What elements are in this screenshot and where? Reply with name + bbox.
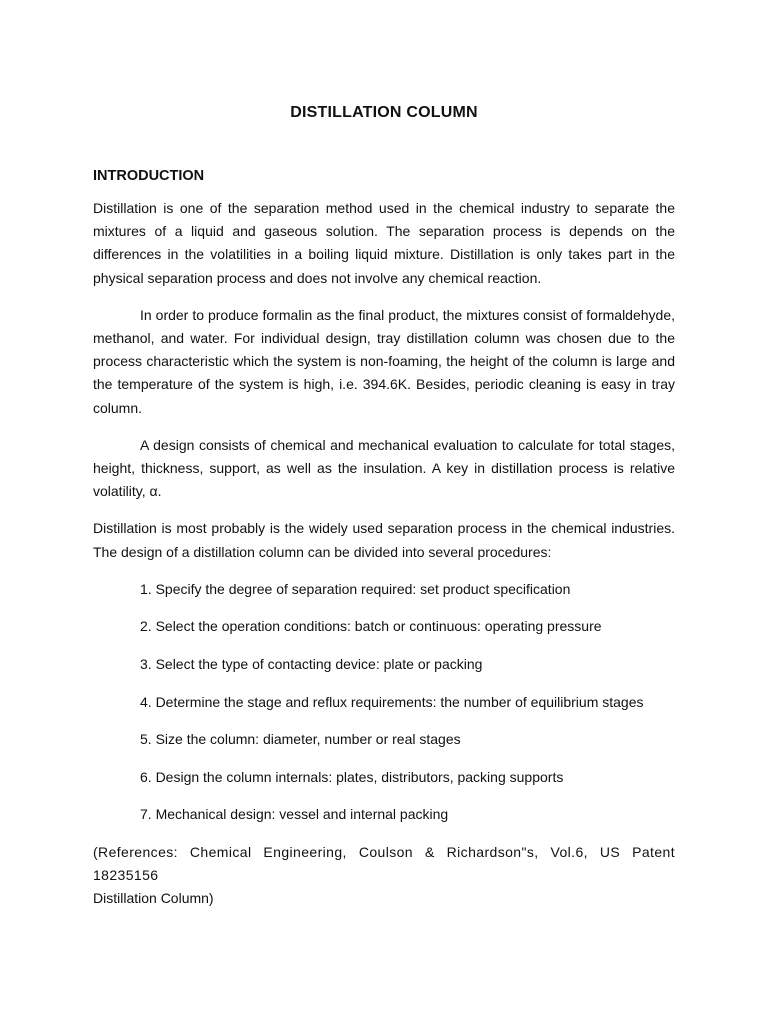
procedure-item: 7. Mechanical design: vessel and internal packing	[140, 806, 449, 823]
paragraph-design: A design consists of chemical and mechanical evaluation to calculate for total stages, height, thickness, support, as well as the insulation. A key in distillation process is relative volatility, α.	[93, 436, 675, 500]
procedure-item: 3. Select the type of contacting device: plate or packing	[140, 656, 483, 673]
references-line-1: (References: Chemical Engineering, Coulson & Richardson"s, Vol.6, US Patent 18235156	[93, 844, 675, 884]
paragraph-intro: Distillation is one of the separation method used in the chemical industry to separate the mixtures of a liquid and gaseous solution. The separation process is depends on the differences in the volatilities in a boiling liquid mixture. Distillation is only takes part in the physical separation process and does not involve any chemical reaction.	[93, 200, 675, 286]
document-title: DISTILLATION COLUMN	[290, 104, 478, 121]
procedure-item: 1. Specify the degree of separation required: set product specification	[140, 580, 571, 597]
procedure-item: 5. Size the column: diameter, number or real stages	[140, 731, 461, 748]
paragraph-procedures-intro: Distillation is most probably is the widely used separation process in the chemical industries. The design of a distillation column can be divided into several procedures:	[93, 520, 675, 560]
paragraph-formalin: In order to produce formalin as the final product, the mixtures consist of formaldehyde, methanol, and water. For individual design, tray distillation column was chosen due to the process characteristic which the system is non-foaming, the height of the column is large and the temperature of the system is high, i.e. 394.6K. Besides, periodic cleaning is easy in tray column.	[93, 306, 675, 416]
procedure-list	[93, 578, 675, 827]
section-heading: INTRODUCTION	[93, 168, 205, 184]
procedure-item: 4. Determine the stage and reflux requirements: the number of equilibrium stages	[140, 693, 644, 710]
references	[93, 841, 675, 911]
references-line-2: Distillation Column)	[93, 890, 214, 907]
procedure-item: 6. Design the column internals: plates, distributors, packing supports	[140, 768, 564, 785]
procedure-item: 2. Select the operation conditions: batch or continuous: operating pressure	[140, 618, 602, 635]
document-body	[93, 197, 675, 911]
